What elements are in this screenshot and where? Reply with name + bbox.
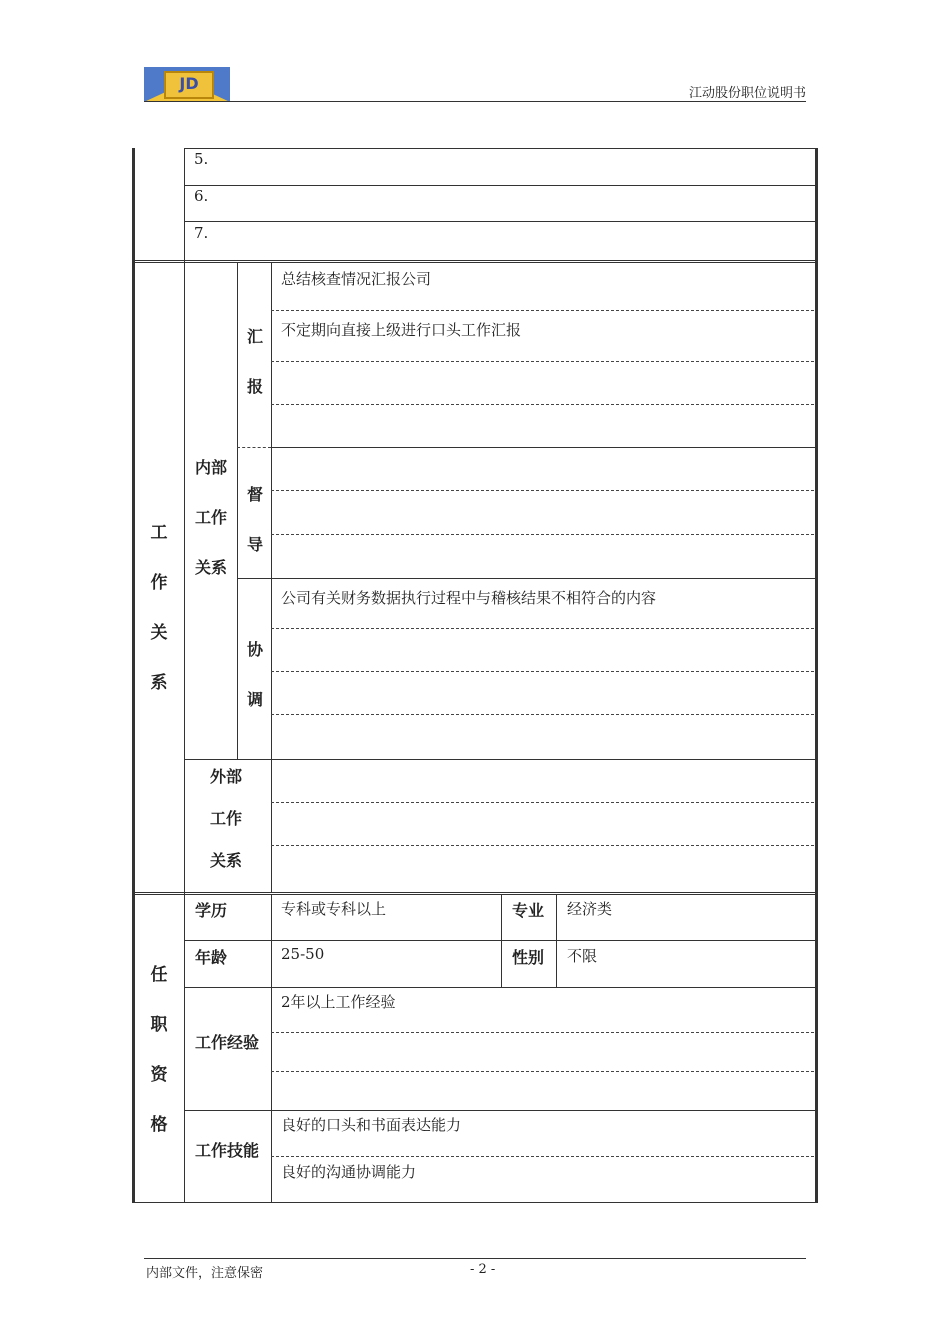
education-label: 学历 [195, 901, 228, 920]
age-value: 25-50 [281, 945, 325, 963]
skills-line: 良好的口头和书面表达能力 [281, 1116, 462, 1134]
internal-relations-label: 内部 工作 关系 [195, 458, 228, 577]
dashed-divider [271, 845, 814, 846]
logo-text: JD [164, 71, 214, 99]
table-bottom-border [132, 1202, 818, 1203]
work-relations-section-label: 工 作 关 系 [150, 523, 168, 693]
section-divider [132, 260, 818, 263]
major-label: 专业 [512, 901, 545, 920]
dashed-divider [237, 447, 271, 448]
coordinate-label: 协 调 [247, 640, 264, 709]
internal-subdivider [237, 262, 238, 759]
gender-value: 不限 [567, 947, 598, 965]
footer-rule [144, 1258, 806, 1259]
list-item: 5. [194, 150, 209, 168]
table-right-border [815, 148, 818, 1203]
row-divider [237, 578, 815, 579]
coordinate-line: 公司有关财务数据执行过程中与稽核结果不相符合的内容 [281, 589, 657, 607]
report-line: 总结核查情况汇报公司 [281, 270, 432, 288]
external-relations-label: 外部 工作 关系 [210, 767, 243, 870]
page-number: - 2 - [470, 1262, 496, 1277]
row-divider [184, 1110, 815, 1111]
row-divider [184, 940, 815, 941]
skills-label: 工作技能 [195, 1141, 260, 1160]
table-left-border [132, 148, 135, 1203]
dashed-divider [271, 361, 814, 362]
company-logo [144, 67, 230, 102]
gender-label: 性别 [512, 948, 545, 967]
report-line: 不定期向直接上级进行口头工作汇报 [281, 321, 522, 339]
confidential-note: 内部文件，注意保密 [146, 1266, 264, 1281]
age-label: 年龄 [195, 948, 228, 967]
header-rule [144, 101, 806, 102]
qualifications-section-label: 任 职 资 格 [150, 965, 168, 1135]
row-divider [271, 447, 815, 448]
document-title: 江动股份职位说明书 [688, 86, 806, 101]
section-label-divider [184, 148, 185, 1203]
list-item: 6. [194, 187, 209, 205]
dashed-divider [271, 1156, 814, 1157]
dashed-divider [271, 628, 814, 629]
section-divider [132, 892, 818, 895]
dashed-divider [271, 534, 814, 535]
dashed-divider [271, 1071, 814, 1072]
row-divider [184, 987, 815, 988]
table-top-border [184, 148, 817, 149]
row-divider [184, 221, 817, 222]
row-divider [184, 759, 815, 760]
list-item: 7. [194, 224, 209, 242]
dashed-divider [271, 671, 814, 672]
dashed-divider [271, 310, 814, 311]
experience-label: 工作经验 [195, 1033, 260, 1052]
dashed-divider [271, 404, 814, 405]
supervise-label: 督 导 [247, 485, 264, 554]
dashed-divider [271, 714, 814, 715]
skills-line: 良好的沟通协调能力 [281, 1163, 417, 1181]
experience-line: 2年以上工作经验 [281, 993, 396, 1011]
major-value: 经济类 [567, 900, 613, 918]
dashed-divider [271, 802, 814, 803]
dashed-divider [271, 490, 814, 491]
report-label: 汇 报 [247, 327, 264, 396]
row-divider [184, 185, 817, 186]
dashed-divider [271, 1032, 814, 1033]
education-value: 专科或专科以上 [281, 900, 387, 918]
